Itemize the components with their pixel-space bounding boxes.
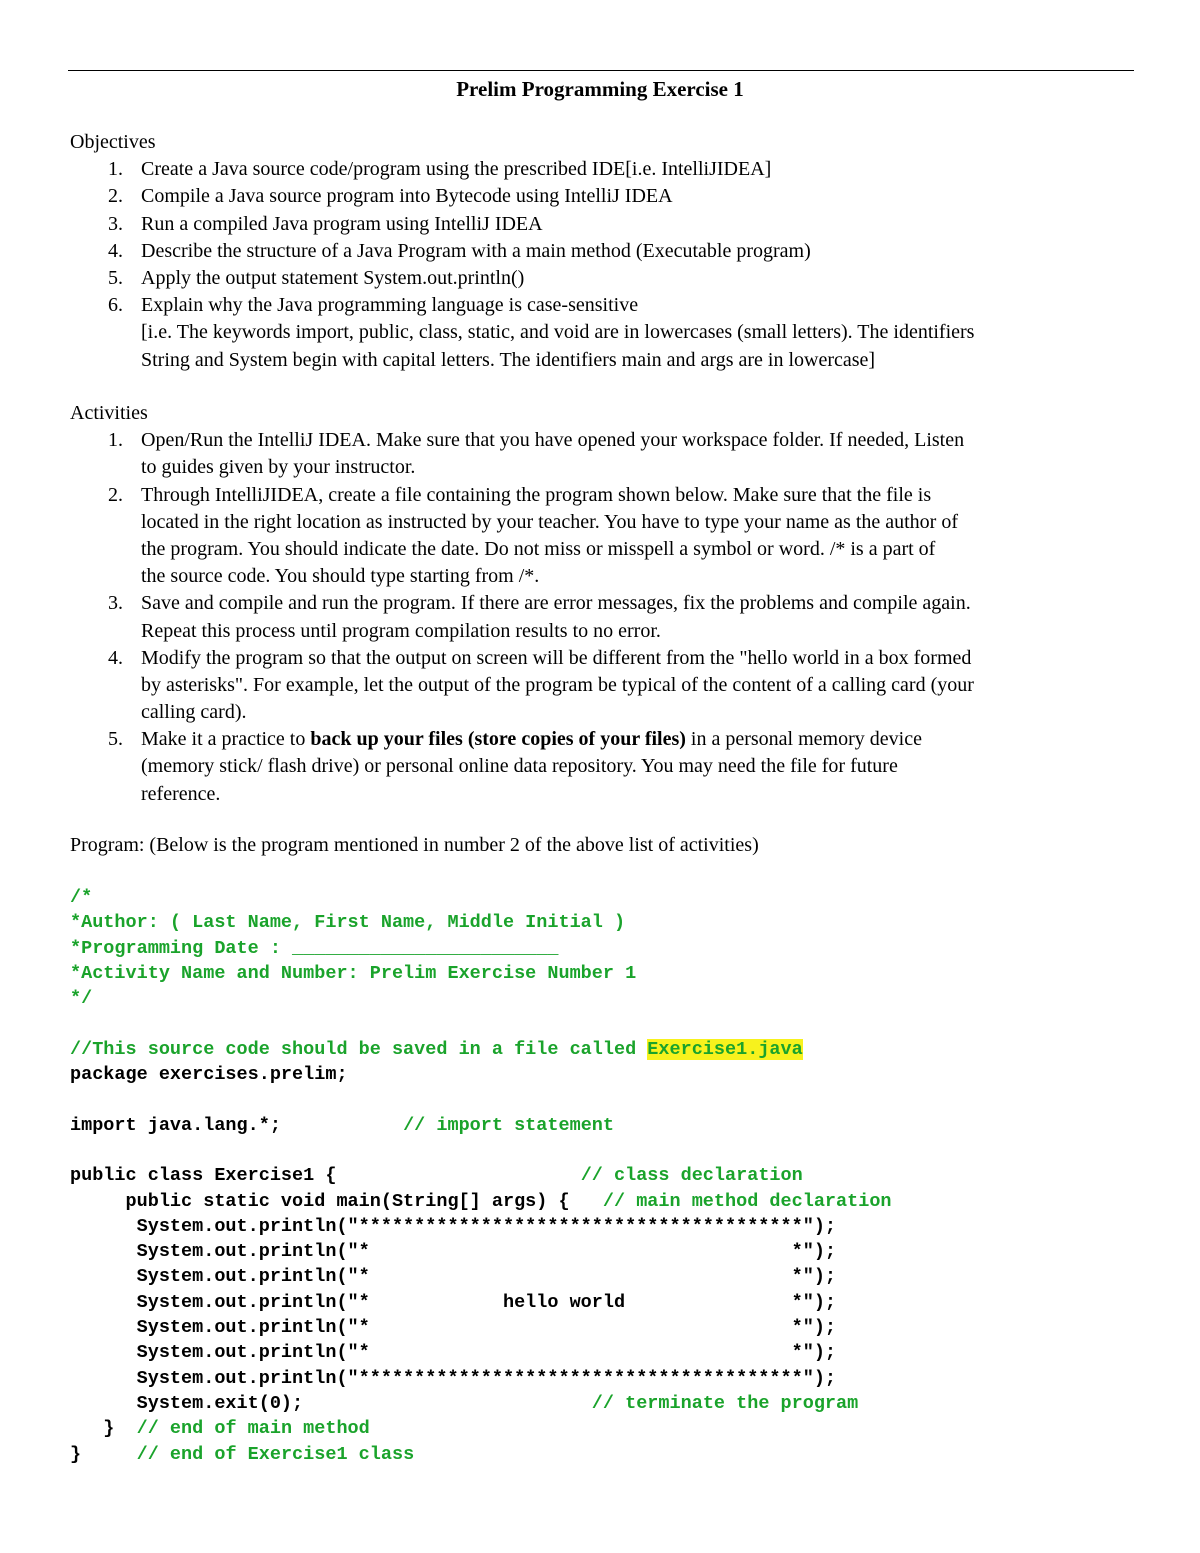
list-item: 3. Run a compiled Java program using IntelliJ IDEA xyxy=(108,212,543,235)
code-line: } // end of main method xyxy=(70,1418,370,1440)
code-line: System.out.println("* hello world *"); xyxy=(70,1291,837,1313)
list-item: 2. Through IntelliJIDEA, create a file containing the program shown below. Make sure that the file is located in the right location as instructed by your teacher. You have to type your name as the author of the program. You should indicate the date. Do not miss or misspell a symbol or word. /* is a part of the source code. You should type starting from /*. xyxy=(108,483,959,588)
list-item: 4. Describe the structure of a Java Program with a main method (Executable program) xyxy=(108,239,811,262)
code-line: public static void main(String[] args) { // main method declaration xyxy=(70,1190,892,1212)
code-line: import java.lang.*; // import statement xyxy=(70,1114,614,1136)
case-note-line: [i.e. The keywords import, public, class, static, and void are in lowercases (small letters). The identifiers xyxy=(141,321,975,344)
code-line: System.out.println("* *"); xyxy=(70,1241,837,1263)
activities-section xyxy=(70,400,1140,808)
code-line: package exercises.prelim; xyxy=(70,1064,348,1086)
top-rule xyxy=(68,70,1134,71)
code-line: } // end of Exercise1 class xyxy=(70,1443,415,1465)
code-comment-line: *Programming Date : ________________________ xyxy=(70,937,559,959)
list-item: 5. Make it a practice to back up your files (store copies of your files) in a personal memory device (memory stick/ flash drive) or personal online data repository. You may need the file for future reference. xyxy=(108,728,922,805)
objectives-list xyxy=(70,156,1140,374)
backup-emphasis: back up your files (store copies of your files) xyxy=(310,728,686,751)
objectives-section xyxy=(70,129,1140,374)
code-line: System.out.println("****************************************"); xyxy=(70,1215,837,1237)
list-item: 6. Explain why the Java programming language is case-sensitive [i.e. The keywords import, public, class, static, and void are in lowercases (small letters). The identifiers String and System begin with capital letters. The identifiers main and args are in lowercase] xyxy=(70,292,1140,374)
list-item: 2. Compile a Java source program into Bytecode using IntelliJ IDEA xyxy=(108,185,673,208)
program-intro: Program: (Below is the program mentioned in number 2 of the above list of activities) xyxy=(70,834,759,856)
code-line: System.out.println("* *"); xyxy=(70,1317,837,1339)
code-listing xyxy=(70,885,1150,1467)
list-item: 3. Save and compile and run the program. If there are error messages, fix the problems and compile again. Repeat this process until program compilation results to no error. xyxy=(108,592,971,642)
code-comment-line: */ xyxy=(70,988,93,1010)
document-title: Prelim Programming Exercise 1 xyxy=(456,77,744,101)
code-save-comment-line: //This source code should be saved in a file called Exercise1.java xyxy=(70,1038,803,1060)
highlighted-file-name: Exercise1.java xyxy=(647,1038,803,1060)
activities-heading: Activities xyxy=(70,402,148,424)
case-note-line: String and System begin with capital letters. The identifiers main and args are in lowercase] xyxy=(141,348,876,371)
code-line: System.out.println("* *"); xyxy=(70,1266,837,1288)
code-line: System.exit(0); // terminate the program xyxy=(70,1392,859,1414)
code-line: System.out.println("* *"); xyxy=(70,1342,837,1364)
list-item: 5. Apply the output statement System.out.println() xyxy=(108,267,525,289)
code-comment-line: /* xyxy=(70,887,93,908)
list-item: 1. Open/Run the IntelliJ IDEA. Make sure that you have opened your workspace folder. If needed, Listen to guides given by your instructor. xyxy=(108,429,965,479)
code-line: public class Exercise1 { // class declaration xyxy=(70,1165,803,1187)
list-item: 1. Create a Java source code/program using the prescribed IDE[i.e. IntelliJIDEA] xyxy=(108,158,772,181)
activities-list xyxy=(70,427,1140,808)
list-item: 4. Modify the program so that the output on screen will be different from the "hello world in a box formed by asterisks". For example, let the output of the program be typical of the content of a calling card (your calling card). xyxy=(108,646,974,724)
code-comment-line: *Activity Name and Number: Prelim Exercise Number 1 xyxy=(70,962,637,984)
objectives-heading: Objectives xyxy=(70,131,156,153)
code-comment-line: *Author: ( Last Name, First Name, Middle Initial ) xyxy=(70,912,626,934)
code-line: System.out.println("****************************************"); xyxy=(70,1367,837,1389)
